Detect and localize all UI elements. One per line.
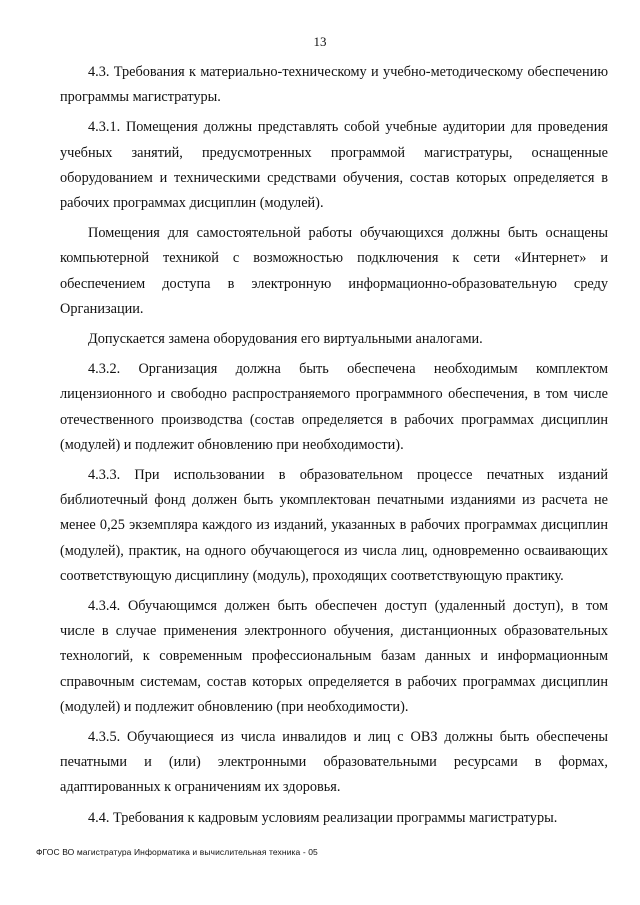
paragraph-4-3-1: 4.3.1. Помещения должны представлять собой учебные аудитории для проведения учебных занятий, предусмотренных программой магистратуры, оснащенные оборудованием и техническими средствами обучения, состав которых определяется в рабочих программах дисциплин (модулей). [60,119,608,212]
page-footer: ФГОС ВО магистратура Информатика и вычислительная техника - 05 [36,847,318,857]
paragraph-4-3-3: 4.3.3. При использовании в образовательном процессе печатных изданий библиотечный фонд должен быть укомплектован печатными изданиями из расчета не менее 0,25 экземпляра каждого из изданий, указанных в рабочих программах дисциплин (модулей), практик, на одного обучающегося из числа лиц, одновременно осваивающих соответствующую дисциплину (модуль), проходящих соответствующую практику. [60,467,608,584]
paragraph-virtual-analogs: Допускается замена оборудования его виртуальными аналогами. [88,331,483,348]
paragraph-4-3-2: 4.3.2. Организация должна быть обеспечена необходимым комплектом лицензионного и свободно распространяемого программного обеспечения, в том числе отечественного производства (состав определяется в рабочих программах дисциплин (модулей) и подлежит обновлению при необходимости). [60,361,608,453]
paragraph-4-3-5: 4.3.5. Обучающиеся из числа инвалидов и лиц с ОВЗ должны быть обеспечены печатными и (или) электронными образовательными ресурсами в формах, адаптированных к ограничениям их здоровья. [60,729,608,796]
document-body [60,60,608,836]
paragraph-4-3: 4.3. Требования к материально-техническому и учебно-методическому обеспечению программы магистратуры. [60,64,608,106]
page-number: 13 [313,34,327,49]
paragraph-self-study-rooms: Помещения для самостоятельной работы обучающихся должны быть оснащены компьютерной техникой с возможностью подключения к сети «Интернет» и обеспечением доступа в электронную информационно-образовательную среду Организации. [60,225,608,317]
paragraph-4-4: 4.4. Требования к кадровым условиям реализации программы магистратуры. [88,809,558,826]
paragraph-4-3-4: 4.3.4. Обучающимся должен быть обеспечен доступ (удаленный доступ), в том числе в случае применения электронного обучения, дистанционных образовательных технологий, к современным профессиональным базам данных и информационным справочным системам, состав которых определяется в рабочих программах дисциплин (модулей) и подлежит обновлению (при необходимости). [60,598,608,715]
